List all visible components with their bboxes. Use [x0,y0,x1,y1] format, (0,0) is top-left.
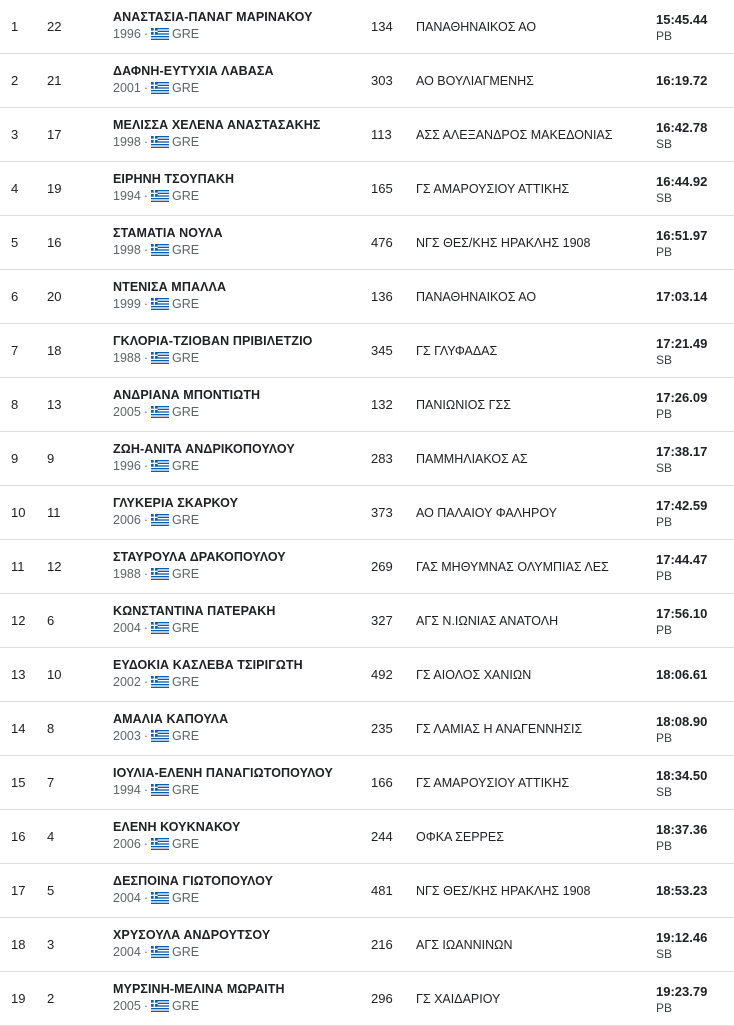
lane-cell: 4 [47,829,55,844]
athlete-meta [113,944,199,960]
country-code: GRE [171,243,200,257]
position-cell: 4 [11,181,19,196]
club-name[interactable]: ΓΣ ΑΙΟΛΟΣ ΧΑΝΙΩΝ [416,668,532,682]
club-name[interactable]: ΓΣ ΓΛΥΦΑΔΑΣ [416,344,498,358]
birth-year: 2006 [113,837,141,851]
greece-flag-icon [151,190,169,202]
table-row[interactable] [0,864,734,918]
club-name[interactable]: ΓΑΣ ΜΗΘΥΜΝΑΣ ΟΛΥΜΠΙΑΣ ΛΕΣ [416,560,609,574]
lane-cell: 22 [47,19,62,34]
club-name[interactable]: ΓΣ ΑΜΑΡΟΥΣΙΟΥ ΑΤΤΙΚΗΣ [416,776,570,790]
country-code: GRE [171,297,200,311]
birth-year: 2001 [113,81,141,95]
result-mark: 16:44.92 [656,174,708,189]
table-row[interactable] [0,918,734,972]
position-cell: 14 [11,721,26,736]
record-badge: PB [656,407,673,421]
lane-cell: 16 [47,235,62,250]
greece-flag-icon [151,82,169,94]
position-cell: 11 [11,559,25,574]
bib-number: 166 [371,775,393,790]
bib-number: 296 [371,991,393,1006]
bib-number: 134 [371,19,393,34]
club-name[interactable]: ΑΟ ΒΟΥΛΙΑΓΜΕΝΗΣ [416,74,534,88]
lane-cell: 9 [47,451,55,466]
athlete-meta [113,782,199,798]
result-mark: 17:03.14 [656,289,708,304]
result-mark: 17:44.47 [656,552,708,567]
athlete-name[interactable]: ΚΩΝΣΤΑΝΤΙΝΑ ΠΑΤΕΡΑΚΗ [113,604,276,618]
country-code: GRE [171,621,200,635]
table-row[interactable] [0,324,734,378]
athlete-meta [113,890,199,906]
position-cell: 18 [11,937,26,952]
birth-year: 1994 [113,783,141,797]
table-row[interactable] [0,54,734,108]
result-mark: 18:06.61 [656,667,708,682]
athlete-name[interactable]: ΕΥΔΟΚΙΑ ΚΑΣΛΕΒΑ ΤΣΙΡΙΓΩΤΗ [113,658,303,672]
record-badge: SB [656,353,673,367]
athlete-meta [113,296,199,312]
country-code: GRE [171,513,200,527]
athlete-name[interactable]: ΣΤΑΥΡΟΥΛΑ ΔΡΑΚΟΠΟΥΛΟΥ [113,550,286,564]
position-cell: 13 [11,667,26,682]
club-name[interactable]: ΝΓΣ ΘΕΣ/ΚΗΣ ΗΡΑΚΛΗΣ 1908 [416,236,591,250]
birth-year: 2004 [113,891,141,905]
athlete-meta [113,26,199,42]
greece-flag-icon [151,244,169,256]
birth-year: 1988 [113,351,141,365]
birth-year: 2004 [113,621,141,635]
position-cell: 10 [11,505,26,520]
record-badge: SB [656,461,673,475]
meta-separator: · [143,81,148,95]
result-mark: 19:23.79 [656,984,708,999]
position-cell: 15 [11,775,26,790]
greece-flag-icon [151,838,169,850]
result-mark: 17:42.59 [656,498,708,513]
record-badge: PB [656,1001,673,1015]
table-row[interactable] [0,756,734,810]
lane-cell: 17 [47,127,62,142]
club-name[interactable]: ΠΑΜΜΗΛΙΑΚΟΣ ΑΣ [416,452,528,466]
position-cell: 3 [11,127,19,142]
table-row[interactable] [0,0,734,54]
lane-cell: 6 [47,613,55,628]
lane-cell: 18 [47,343,62,358]
record-badge: SB [656,785,673,799]
position-cell: 5 [11,235,19,250]
table-row[interactable] [0,702,734,756]
meta-separator: · [143,891,148,905]
result-mark: 17:38.17 [656,444,708,459]
athlete-meta [113,674,199,690]
greece-flag-icon [151,136,169,148]
club-name[interactable]: ΝΓΣ ΘΕΣ/ΚΗΣ ΗΡΑΚΛΗΣ 1908 [416,884,591,898]
table-row[interactable] [0,108,734,162]
record-badge: PB [656,245,673,259]
athlete-name[interactable]: ΧΡΥΣΟΥΛΑ ΑΝΔΡΟΥΤΣΟΥ [113,928,271,942]
athlete-name[interactable]: ΕΙΡΗΝΗ ΤΣΟΥΠΑΚΗ [113,172,235,186]
birth-year: 2006 [113,513,141,527]
country-code: GRE [171,405,200,419]
result-mark: 18:53.23 [656,883,708,898]
athlete-meta [113,566,199,582]
athlete-meta [113,188,199,204]
athlete-meta [113,242,199,258]
position-cell: 8 [11,397,19,412]
bib-number: 327 [371,613,393,628]
athlete-meta [113,728,199,744]
record-badge: PB [656,569,673,583]
meta-separator: · [143,513,148,527]
position-cell: 6 [11,289,19,304]
athlete-name[interactable]: ΜΕΛΙΣΣΑ ΧΕΛΕΝΑ ΑΝΑΣΤΑΣΑΚΗΣ [113,118,321,132]
country-code: GRE [171,945,200,959]
greece-flag-icon [151,298,169,310]
bib-number: 136 [371,289,393,304]
lane-cell: 13 [47,397,62,412]
result-mark: 16:51.97 [656,228,708,243]
meta-separator: · [143,459,148,473]
record-badge: PB [656,515,673,529]
athlete-meta [113,998,199,1014]
birth-year: 2003 [113,729,141,743]
table-row[interactable] [0,486,734,540]
athlete-meta [113,458,199,474]
athlete-meta [113,80,199,96]
country-code: GRE [171,783,200,797]
birth-year: 1988 [113,567,141,581]
club-name[interactable]: ΠΑΝΑΘΗΝΑΙΚΟΣ ΑΟ [416,20,537,34]
athlete-name[interactable]: ΙΟΥΛΙΑ-ΕΛΕΝΗ ΠΑΝΑΓΙΩΤΟΠΟΥΛΟΥ [113,766,333,780]
birth-year: 1996 [113,459,141,473]
result-mark: 18:34.50 [656,768,708,783]
table-row[interactable] [0,810,734,864]
meta-separator: · [143,27,148,41]
bib-number: 303 [371,73,393,88]
record-badge: PB [656,731,673,745]
club-name[interactable]: ΓΣ ΛΑΜΙΑΣ Η ΑΝΑΓΕΝΝΗΣΙΣ [416,722,583,736]
club-name[interactable]: ΑΓΣ Ν.ΙΩΝΙΑΣ ΑΝΑΤΟΛΗ [416,614,559,628]
position-cell: 16 [11,829,26,844]
athlete-name[interactable]: ΝΤΕΝΙΣΑ ΜΠΑΛΛΑ [113,280,227,294]
bib-number: 492 [371,667,393,682]
result-mark: 18:08.90 [656,714,708,729]
record-badge: SB [656,947,673,961]
athlete-name[interactable]: ΑΝΑΣΤΑΣΙΑ-ΠΑΝΑΓ ΜΑΡΙΝΑΚΟΥ [113,10,313,24]
athlete-name[interactable]: ΔΑΦΝΗ-ΕΥΤΥΧΙΑ ΛΑΒΑΣΑ [113,64,274,78]
birth-year: 1996 [113,27,141,41]
table-row[interactable] [0,216,734,270]
athlete-name[interactable]: ΓΚΛΟΡΙΑ-ΤΖΙΟΒΑΝ ΠΡΙΒΙΛΕΤΖΙΟ [113,334,313,348]
record-badge: PB [656,623,673,637]
bib-number: 269 [371,559,393,574]
country-code: GRE [171,351,200,365]
bib-number: 476 [371,235,393,250]
club-name[interactable]: ΑΟ ΠΑΛΑΙΟΥ ΦΑΛΗΡΟΥ [416,506,558,520]
lane-cell: 2 [47,991,55,1006]
greece-flag-icon [151,352,169,364]
country-code: GRE [171,675,200,689]
result-mark: 16:19.72 [656,73,708,88]
meta-separator: · [143,135,148,149]
record-badge: SB [656,137,673,151]
greece-flag-icon [151,892,169,904]
club-name[interactable]: ΟΦΚΑ ΣΕΡΡΕΣ [416,830,504,844]
position-cell: 17 [11,883,26,898]
athlete-name[interactable]: ΕΛΕΝΗ ΚΟΥΚΝΑΚΟΥ [113,820,241,834]
athlete-name[interactable]: ΑΝΔΡΙΑΝΑ ΜΠΟΝΤΙΩΤΗ [113,388,261,402]
record-badge: PB [656,29,673,43]
birth-year: 2002 [113,675,141,689]
result-mark: 17:21.49 [656,336,708,351]
athlete-meta [113,620,199,636]
lane-cell: 19 [47,181,62,196]
result-mark: 15:45.44 [656,12,708,27]
birth-year: 2005 [113,999,141,1013]
birth-year: 1999 [113,297,141,311]
lane-cell: 21 [47,73,62,88]
bib-number: 373 [371,505,393,520]
athlete-name[interactable]: ΓΛΥΚΕΡΙΑ ΣΚΑΡΚΟΥ [113,496,239,510]
position-cell: 12 [11,613,26,628]
result-mark: 17:56.10 [656,606,708,621]
country-code: GRE [171,837,200,851]
athlete-name[interactable]: ΑΜΑΛΙΑ ΚΑΠΟΥΛΑ [113,712,229,726]
greece-flag-icon [151,946,169,958]
bib-number: 283 [371,451,393,466]
table-row[interactable] [0,432,734,486]
position-cell: 19 [11,991,26,1006]
country-code: GRE [171,27,200,41]
club-name[interactable]: ΑΓΣ ΙΩΑΝΝΙΝΩΝ [416,938,513,952]
birth-year: 1998 [113,135,141,149]
birth-year: 1994 [113,189,141,203]
bib-number: 113 [371,127,392,142]
meta-separator: · [143,945,148,959]
athlete-name[interactable]: ΔΕΣΠΟΙΝΑ ΓΙΩΤΟΠΟΥΛΟΥ [113,874,274,888]
greece-flag-icon [151,514,169,526]
meta-separator: · [143,243,148,257]
record-badge: PB [656,839,673,853]
birth-year: 2005 [113,405,141,419]
country-code: GRE [171,891,200,905]
result-mark: 18:37.36 [656,822,708,837]
lane-cell: 11 [47,505,61,520]
meta-separator: · [143,837,148,851]
result-mark: 16:42.78 [656,120,708,135]
lane-cell: 20 [47,289,62,304]
lane-cell: 7 [47,775,55,790]
greece-flag-icon [151,1000,169,1012]
position-cell: 2 [11,73,19,88]
club-name[interactable]: ΠΑΝΙΩΝΙΟΣ ΓΣΣ [416,398,511,412]
athlete-meta [113,404,199,420]
table-row[interactable] [0,594,734,648]
position-cell: 7 [11,343,19,358]
lane-cell: 5 [47,883,55,898]
meta-separator: · [143,567,148,581]
country-code: GRE [171,135,200,149]
meta-separator: · [143,405,148,419]
lane-cell: 3 [47,937,55,952]
greece-flag-icon [151,460,169,472]
greece-flag-icon [151,568,169,580]
greece-flag-icon [151,784,169,796]
meta-separator: · [143,351,148,365]
result-mark: 17:26.09 [656,390,708,405]
bib-number: 132 [371,397,393,412]
lane-cell: 12 [47,559,62,574]
country-code: GRE [171,729,200,743]
lane-cell: 8 [47,721,55,736]
result-mark: 19:12.46 [656,930,708,945]
position-cell: 9 [11,451,19,466]
table-row[interactable] [0,972,734,1026]
meta-separator: · [143,999,148,1013]
birth-year: 1998 [113,243,141,257]
greece-flag-icon [151,730,169,742]
country-code: GRE [171,999,200,1013]
athlete-meta [113,836,199,852]
athlete-name[interactable]: ΣΤΑΜΑΤΙΑ ΝΟΥΛΑ [113,226,223,240]
meta-separator: · [143,189,148,203]
athlete-name[interactable]: ΖΩΗ-ΑΝΙΤΑ ΑΝΔΡΙΚΟΠΟΥΛΟΥ [113,442,295,456]
bib-number: 235 [371,721,393,736]
table-row[interactable] [0,162,734,216]
club-name[interactable]: ΑΣΣ ΑΛΕΞΑΝΔΡΟΣ ΜΑΚΕΔΟΝΙΑΣ [416,128,613,142]
table-row[interactable] [0,270,734,324]
athlete-meta [113,512,199,528]
record-badge: SB [656,191,673,205]
club-name[interactable]: ΠΑΝΑΘΗΝΑΙΚΟΣ ΑΟ [416,290,537,304]
lane-cell: 10 [47,667,62,682]
meta-separator: · [143,675,148,689]
country-code: GRE [171,189,200,203]
table-row[interactable] [0,540,734,594]
greece-flag-icon [151,676,169,688]
bib-number: 165 [371,181,393,196]
athlete-meta [113,134,199,150]
bib-number: 481 [371,883,393,898]
country-code: GRE [171,459,200,473]
table-row[interactable] [0,378,734,432]
greece-flag-icon [151,622,169,634]
position-cell: 1 [11,19,19,34]
club-name[interactable]: ΓΣ ΑΜΑΡΟΥΣΙΟΥ ΑΤΤΙΚΗΣ [416,182,570,196]
birth-year: 2004 [113,945,141,959]
meta-separator: · [143,783,148,797]
bib-number: 216 [371,937,393,952]
table-row[interactable] [0,648,734,702]
greece-flag-icon [151,28,169,40]
country-code: GRE [171,567,200,581]
meta-separator: · [143,729,148,743]
bib-number: 345 [371,343,393,358]
athlete-name[interactable]: ΜΥΡΣΙΝΗ-ΜΕΛΙΝΑ ΜΩΡΑΙΤΗ [113,982,285,996]
meta-separator: · [143,297,148,311]
meta-separator: · [143,621,148,635]
greece-flag-icon [151,406,169,418]
club-name[interactable]: ΓΣ ΧΑΙΔΑΡΙΟΥ [416,992,501,1006]
bib-number: 244 [371,829,393,844]
country-code: GRE [171,81,200,95]
athlete-meta [113,350,199,366]
